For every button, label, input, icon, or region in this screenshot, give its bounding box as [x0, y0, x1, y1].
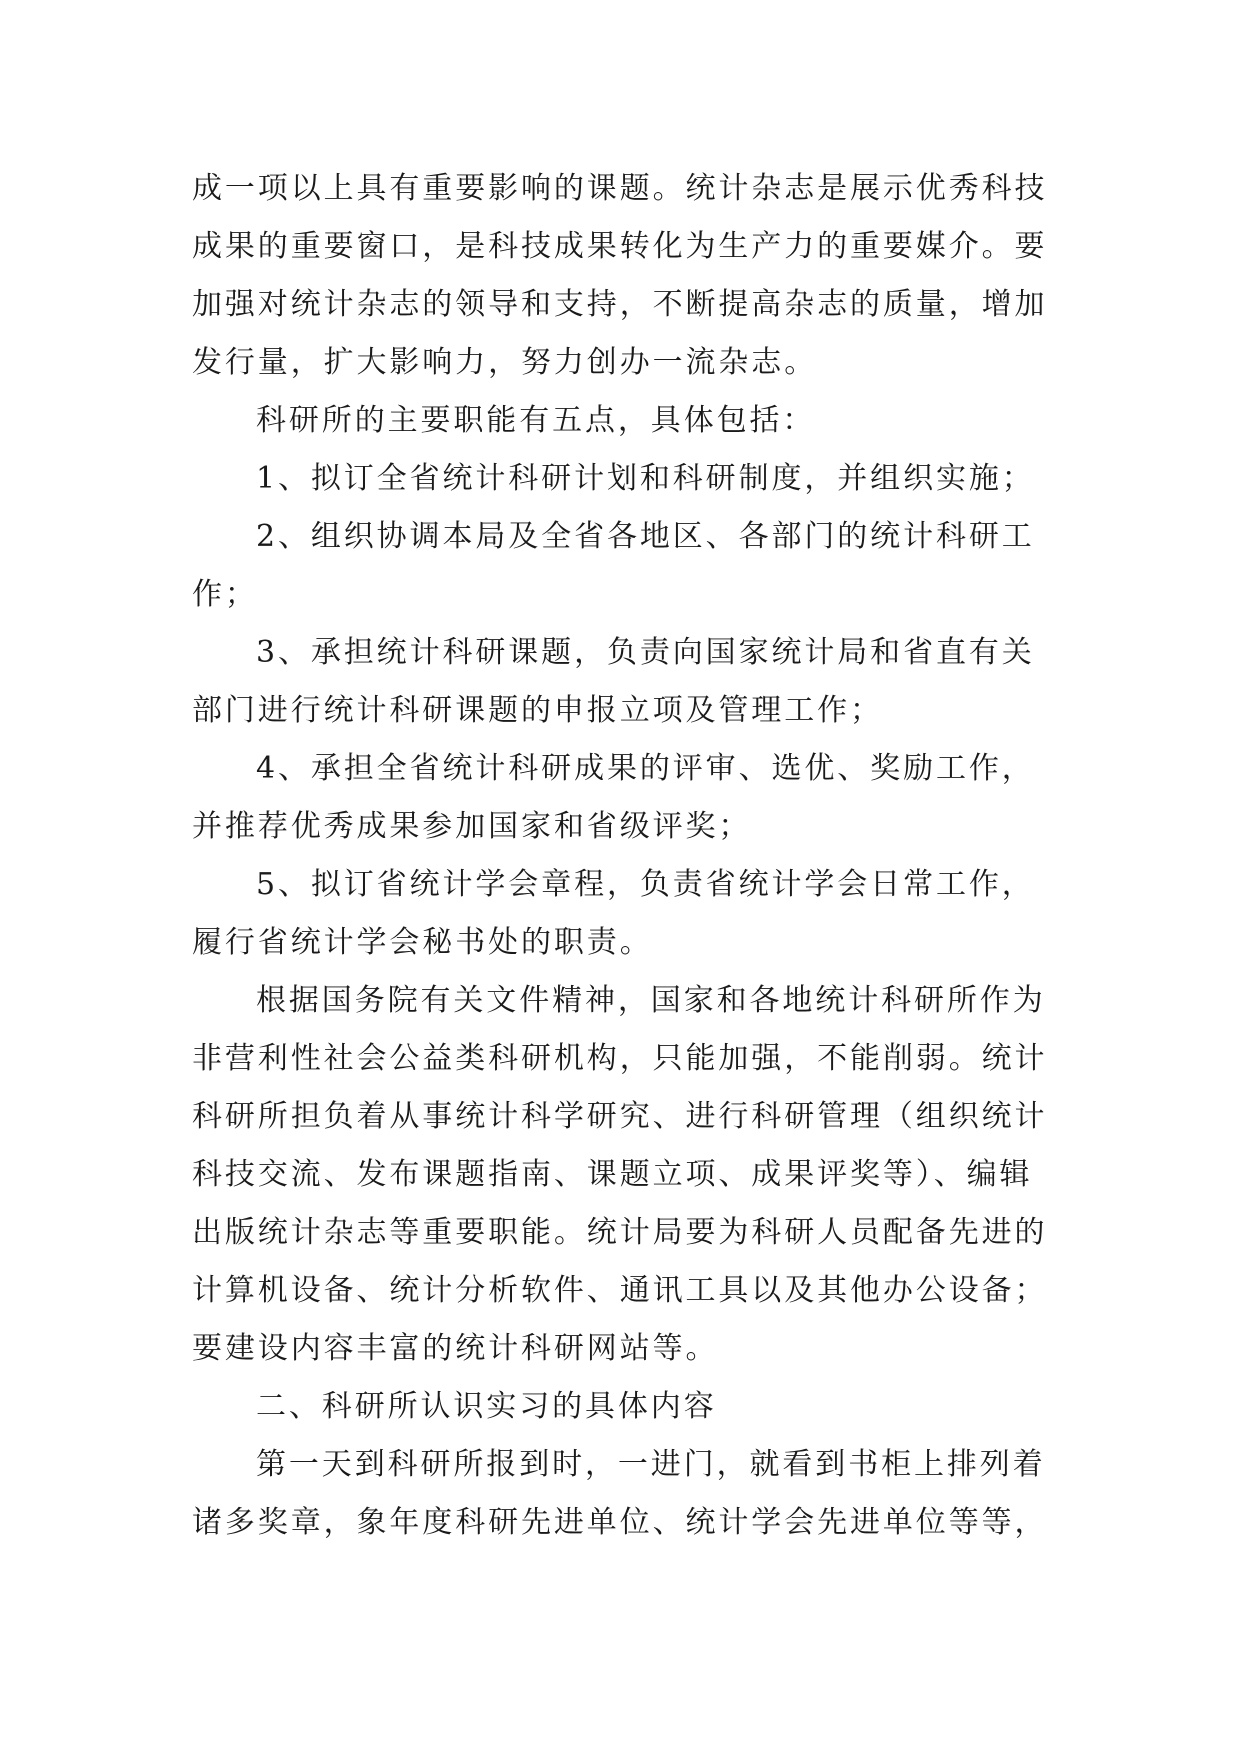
text-line: 并推荐优秀成果参加国家和省级评奖；: [192, 809, 752, 844]
list-item: 1、拟订全省统计科研计划和科研制度，并组织实施；: [256, 461, 1035, 496]
text-line: 诸多奖章，象年度科研先进单位、统计学会先进单位等等，: [192, 1505, 1048, 1540]
text-line: 作；: [192, 577, 258, 612]
text-line: 部门进行统计科研课题的申报立项及管理工作；: [192, 693, 883, 728]
text-line: 成果的重要窗口，是科技成果转化为生产力的重要媒介。要: [192, 229, 1048, 264]
text-line: 第一天到科研所报到时，一进门，就看到书柜上排列着: [256, 1447, 1046, 1482]
text-line: 科技交流、发布课题指南、课题立项、成果评奖等）、编辑: [192, 1157, 1033, 1192]
text-line: 履行省统计学会秘书处的职责。: [192, 925, 653, 960]
text-line: 根据国务院有关文件精神，国家和各地统计科研所作为: [256, 983, 1046, 1018]
text-line: 非营利性社会公益类科研机构，只能加强，不能削弱。统计: [192, 1041, 1048, 1076]
text-line: 成一项以上具有重要影响的课题。统计杂志是展示优秀科技: [192, 171, 1048, 206]
text-line: 科研所担负着从事统计科学研究、进行科研管理（组织统计: [192, 1099, 1048, 1134]
list-item: 3、承担统计科研课题，负责向国家统计局和省直有关: [256, 635, 1035, 670]
text-line: 出版统计杂志等重要职能。统计局要为科研人员配备先进的: [192, 1215, 1048, 1250]
text-line: 计算机设备、统计分析软件、通讯工具以及其他办公设备；: [192, 1273, 1048, 1308]
text-line: 科研所的主要职能有五点，具体包括：: [256, 403, 816, 438]
text-line: 发行量，扩大影响力，努力创办一流杂志。: [192, 345, 818, 380]
text-line: 要建设内容丰富的统计科研网站等。: [192, 1331, 719, 1366]
list-item: 4、承担全省统计科研成果的评审、选优、奖励工作，: [256, 751, 1035, 786]
section-heading: 二、科研所认识实习的具体内容: [256, 1389, 717, 1424]
list-item: 2、组织协调本局及全省各地区、各部门的统计科研工: [256, 519, 1035, 554]
list-item: 5、拟订省统计学会章程，负责省统计学会日常工作，: [256, 867, 1035, 902]
document-body: [192, 160, 1072, 1552]
text-line: 加强对统计杂志的领导和支持，不断提高杂志的质量，增加: [192, 287, 1048, 322]
